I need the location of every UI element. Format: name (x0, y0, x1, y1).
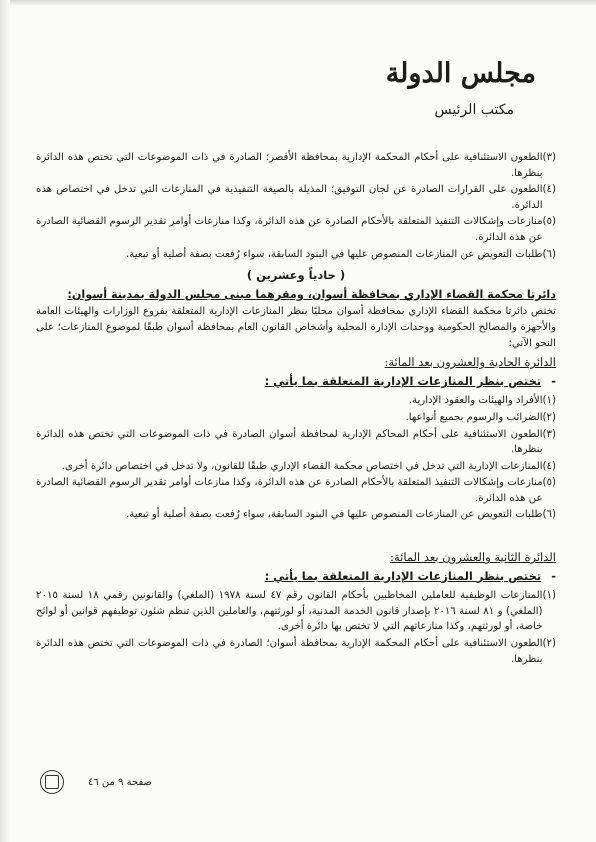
item-text: الطعون الاستئنافية على أحكام المحكمة الإدارية بمحافظة أسوان؛ الصادرة في ذات الموضوعات التي تختص هذه الدائرة بنظرها. (36, 638, 543, 665)
item-number: (٤) (542, 460, 556, 472)
item-text: الطعون الاستئنافية على أحكام المحاكم الإدارية لمحافظة أسوان الصادرة في ذات الموضوعات التي تختص هذه الدائرة بنظرها. (36, 428, 543, 456)
scan-edge-top (0, 0, 596, 6)
item-text: منازعات وإشكالات التنفيذ المتعلقة بالأحكام الصادرة عن هذه الدائرة، وكذا منازعات أوامر تقدير الرسوم القضائية الصادرة عن هذه الدائرة. (36, 477, 543, 504)
list-item (36, 247, 556, 263)
item-text: الطعون الاستئنافية على أحكام المحكمة الإدارية بمحافظة الأقصر؛ الصادرة في ذات الموضوعات التي تختص هذه الدائرة بنظرها. (36, 152, 543, 179)
item-text: المنازعات الإدارية التي تدخل في اختصاص محكمة القضاء الإداري طبقًا للقانون، ولا تدخل في اختصاص دائرة أخرى. (61, 460, 543, 472)
list-item (36, 459, 556, 475)
item-text: طلبات التعويض عن المنازعات المنصوص عليها في البنود السابقة، سواء رُفعت بصفة أصلية أو تبعية. (126, 248, 543, 260)
letterhead (336, 58, 536, 118)
item-number: (٥) (542, 216, 556, 228)
item-number: (١) (542, 590, 556, 602)
page-number: صفحة ٩ من ٤٦ (88, 777, 152, 788)
council-name: مجلس الدولة (385, 58, 536, 89)
jurisdiction-heading (36, 569, 556, 585)
list-item (36, 427, 556, 458)
item-text: الضرائب والرسوم بجميع أنواعها. (405, 411, 543, 423)
item-text: منازعات وإشكالات التنفيذ المتعلقة بالأحكام الصادرة عن هذه الدائرة، وكذا منازعات أوامر تقدير الرسوم القضائية الصادرة عن هذه الدائرة. (36, 216, 543, 243)
section-gap (36, 524, 556, 546)
list-item (36, 507, 556, 523)
list-item (36, 475, 556, 506)
jurisdiction-dash: - (551, 373, 556, 388)
court-title: دائرتا محكمة القضاء الإداري بمحافظة أسوان، ومقرهما مبنى مجلس الدولة بمدينة أسوان: (67, 287, 556, 301)
section-heading: ( حادياً وعشرين ) (246, 268, 346, 283)
item-number: (٢) (542, 638, 556, 650)
item-number: (٦) (542, 509, 556, 521)
item-number: (٥) (542, 477, 556, 489)
item-number: (٢) (542, 411, 556, 423)
item-text: الطعون على القرارات الصادرة عن لجان التوفيق؛ المذيلة بالصيغة التنفيذية في المنازعات التي تدخل في اختصاص هذه الدائرة. (36, 184, 543, 211)
item-number: (١) (542, 395, 556, 407)
jurisdiction-heading (36, 374, 556, 390)
item-number: (٤) (542, 184, 556, 196)
jurisdiction-label: تختص بنظر المنازعات الإدارية المتعلقة بما يأتي : (264, 568, 542, 583)
item-number: (٣) (542, 152, 556, 163)
list-item (36, 393, 556, 409)
jurisdiction-label: تختص بنظر المنازعات الإدارية المتعلقة بما يأتي : (264, 373, 542, 388)
list-item (36, 636, 556, 667)
item-text: الأفراد والهيئات والعقود الإدارية. (408, 395, 543, 407)
circuit-items-list (36, 393, 556, 523)
office-name: مكتب الرئيس (434, 102, 514, 118)
seal-icon (40, 770, 64, 794)
jurisdiction-dash: - (551, 568, 556, 583)
document-body (36, 150, 556, 668)
item-text: المنازعات الوظيفية للعاملين المخاطبين بأحكام القانون رقم ٤٧ لسنة ١٩٧٨ (الملغي) والقانونين رقمي ١٨ لسنة ٢٠١٥ (الملغي) و ٨١ لسنة ٢٠١٦ بإصدار قانون الخدمة المدنية، أو لورثتهم، والعاملين الذين تنظم شئون توظيفهم قوانين أو لوائح خاصة، أو لورثتهم، وكذا منازعاتهم التي لا تختص بها دائرة أخرى. (36, 590, 543, 633)
list-item (36, 182, 556, 213)
section-intro: تختص دائرتا محكمة القضاء الإداري بمحافظة أسوان محليًا بنظر المنازعات الإدارية المتعلقة بفروع الوزارات والهيئات العامة والأجهزة والمصالح الحكومية ووحدات الإدارة المحلية وأشخاص القانون العام بمحافظة أسوان طبقًا لموضوع المنازعات؛ على النحو الآتي: (36, 306, 556, 349)
item-text: طلبات التعويض عن المنازعات المنصوص عليها في البنود السابقة، سواء رُفعت بصفة أصلية أو تبعية. (126, 509, 543, 521)
top-items-list (36, 150, 556, 262)
list-item (36, 588, 556, 635)
item-number: (٦) (542, 248, 556, 260)
list-item (36, 214, 556, 245)
list-item (36, 410, 556, 426)
circuit-items-list (36, 588, 556, 667)
item-number: (٣) (542, 428, 556, 440)
circuit-title: الدائرة الحادية والعشرون بعد المائة: (384, 355, 556, 370)
list-item (36, 150, 556, 181)
scan-edge-left (0, 0, 10, 842)
circuit-title: الدائرة الثانية والعشرون بعد المائة: (390, 550, 556, 565)
